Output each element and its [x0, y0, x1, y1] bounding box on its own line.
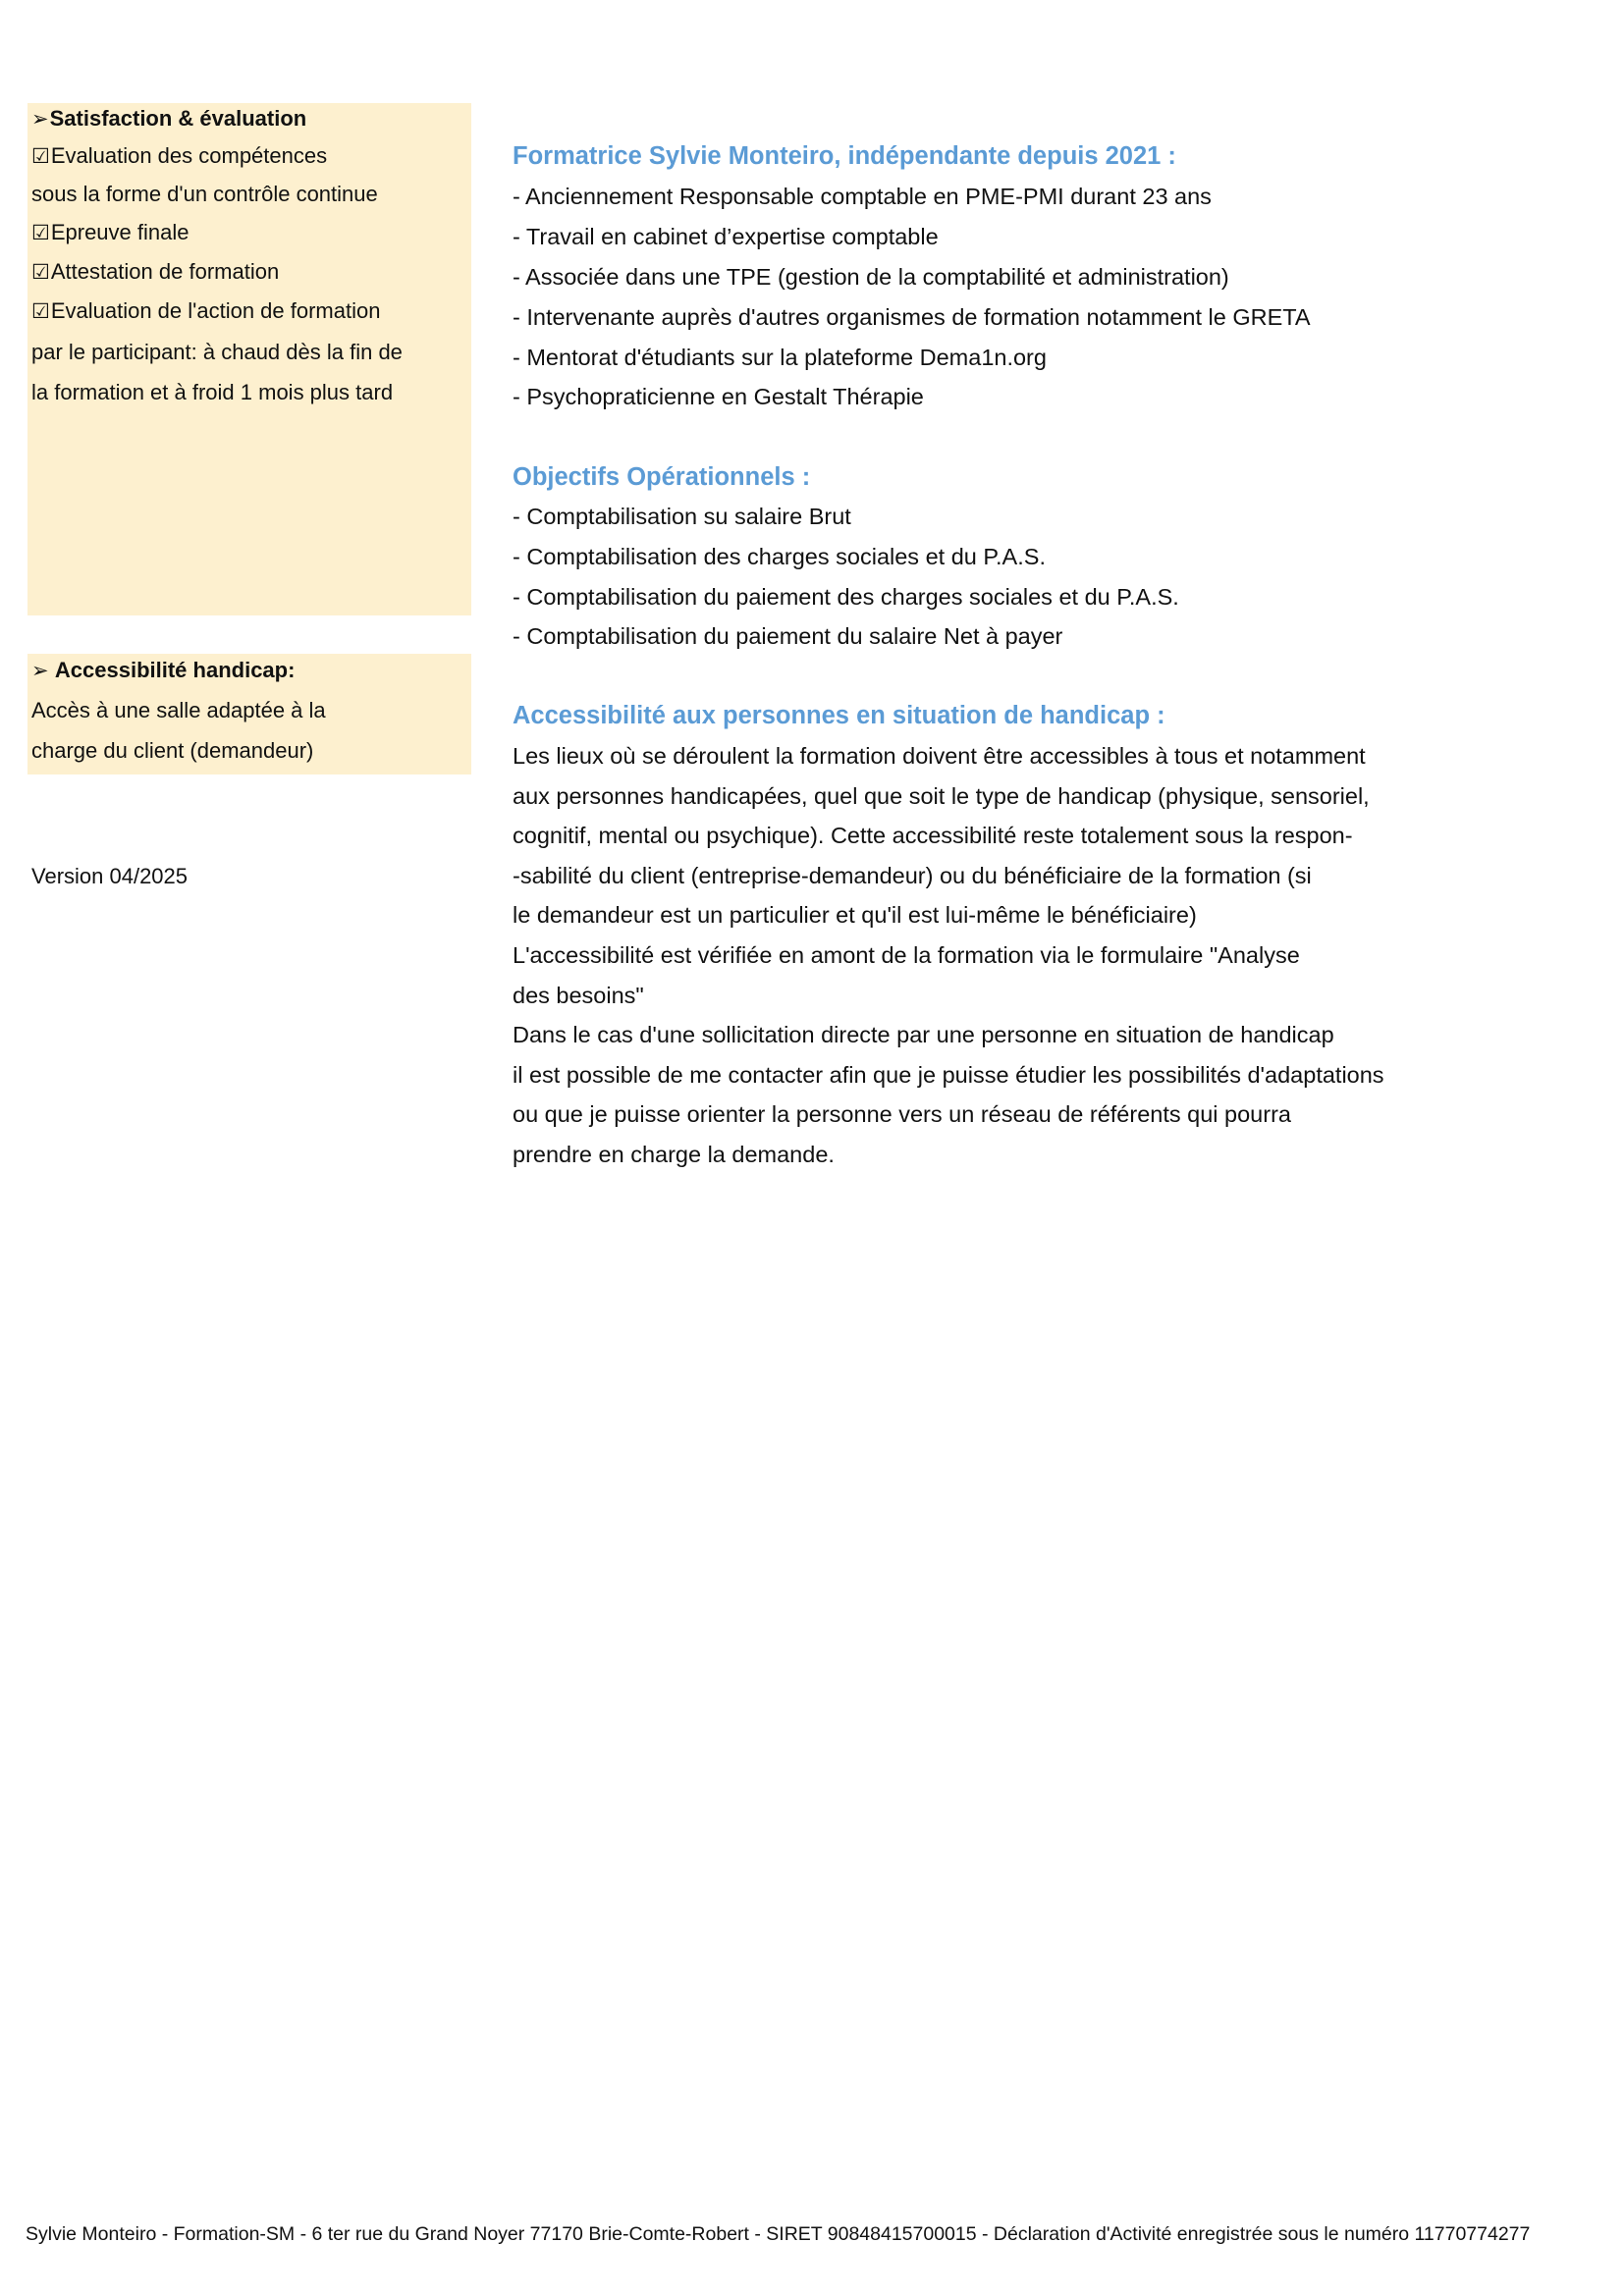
trainer-item: - Associée dans une TPE (gestion de la comptabilité et administration) [513, 264, 1229, 290]
objectives-item: - Comptabilisation des charges sociales et du P.A.S. [513, 544, 1046, 569]
objectives-item: - Comptabilisation du paiement du salaire Net à payer [513, 623, 1063, 649]
accessibility-paragraph-line: aux personnes handicapées, quel que soit le type de handicap (physique, sensoriel, [513, 783, 1370, 809]
checkbox-checked-icon: ☑ [31, 260, 50, 284]
checkbox-checked-icon: ☑ [31, 221, 50, 244]
accessibility-paragraph-line: des besoins" [513, 983, 644, 1008]
trainer-item: - Travail en cabinet d’expertise comptable [513, 224, 939, 249]
satisfaction-item: ☑Attestation de formation [31, 259, 280, 284]
accessibility-box-line: charge du client (demandeur) [31, 738, 314, 763]
accessibility-paragraph-line: Dans le cas d'une sollicitation directe par une personne en situation de handicap [513, 1022, 1334, 1047]
satisfaction-item: ☑Evaluation de l'action de formation [31, 298, 381, 323]
accessibility-paragraph-line: Les lieux où se déroulent la formation doivent être accessibles à tous et notamment [513, 743, 1366, 769]
arrow-bullet-icon: ➢ [31, 107, 49, 131]
accessibility-paragraph-line: il est possible de me contacter afin que je puisse étudier les possibilités d'adaptations [513, 1062, 1384, 1088]
checkbox-checked-icon: ☑ [31, 144, 50, 168]
checkbox-checked-icon: ☑ [31, 299, 50, 323]
trainer-item: - Intervenante auprès d'autres organismes de formation notamment le GRETA [513, 304, 1311, 330]
satisfaction-item: ☑Epreuve finale [31, 220, 189, 244]
accessibility-box-heading: ➢ Accessibilité handicap: [31, 658, 296, 682]
trainer-item: - Mentorat d'étudiants sur la plateforme Dema1n.org [513, 345, 1047, 370]
accessibility-paragraph-line: le demandeur est un particulier et qu'il est lui-même le bénéficiaire) [513, 902, 1197, 928]
trainer-heading: Formatrice Sylvie Monteiro, indépendante depuis 2021 : [513, 142, 1176, 170]
accessibility-paragraph-line: L'accessibilité est vérifiée en amont de la formation via le formulaire "Analyse [513, 942, 1300, 968]
objectives-item: - Comptabilisation su salaire Brut [513, 504, 851, 529]
objectives-item: - Comptabilisation du paiement des charges sociales et du P.A.S. [513, 584, 1179, 610]
trainer-item: - Psychopraticienne en Gestalt Thérapie [513, 384, 924, 409]
accessibility-heading: Accessibilité aux personnes en situation de handicap : [513, 702, 1165, 729]
satisfaction-item-continuation: la formation et à froid 1 mois plus tard [31, 380, 394, 404]
objectives-heading: Objectifs Opérationnels : [513, 463, 811, 491]
accessibility-paragraph-line: cognitif, mental ou psychique). Cette accessibilité reste totalement sous la respon- [513, 823, 1353, 848]
satisfaction-box [27, 103, 471, 615]
arrow-bullet-icon: ➢ [31, 659, 49, 682]
accessibility-box [27, 654, 471, 774]
accessibility-paragraph-line: -sabilité du client (entreprise-demandeur) ou du bénéficiaire de la formation (si [513, 863, 1312, 888]
trainer-item: - Anciennement Responsable comptable en PME-PMI durant 23 ans [513, 184, 1212, 209]
accessibility-paragraph-line: ou que je puisse orienter la personne vers un réseau de référents qui pourra [513, 1101, 1291, 1127]
page-footer: Sylvie Monteiro - Formation-SM - 6 ter rue du Grand Noyer 77170 Brie-Comte-Robert - SIRET 90848415700015 - Déclaration d'Activité enregistrée sous le numéro 11770774277 [26, 2223, 1531, 2245]
satisfaction-item: ☑Evaluation des compétences [31, 143, 328, 168]
satisfaction-item-continuation: par le participant: à chaud dès la fin de [31, 340, 403, 364]
version-label: Version 04/2025 [31, 864, 189, 888]
satisfaction-heading: ➢Satisfaction & évaluation [31, 106, 307, 131]
satisfaction-item-continuation: sous la forme d'un contrôle continue [31, 182, 378, 206]
accessibility-paragraph-line: prendre en charge la demande. [513, 1142, 835, 1167]
accessibility-box-line: Accès à une salle adaptée à la [31, 698, 326, 722]
